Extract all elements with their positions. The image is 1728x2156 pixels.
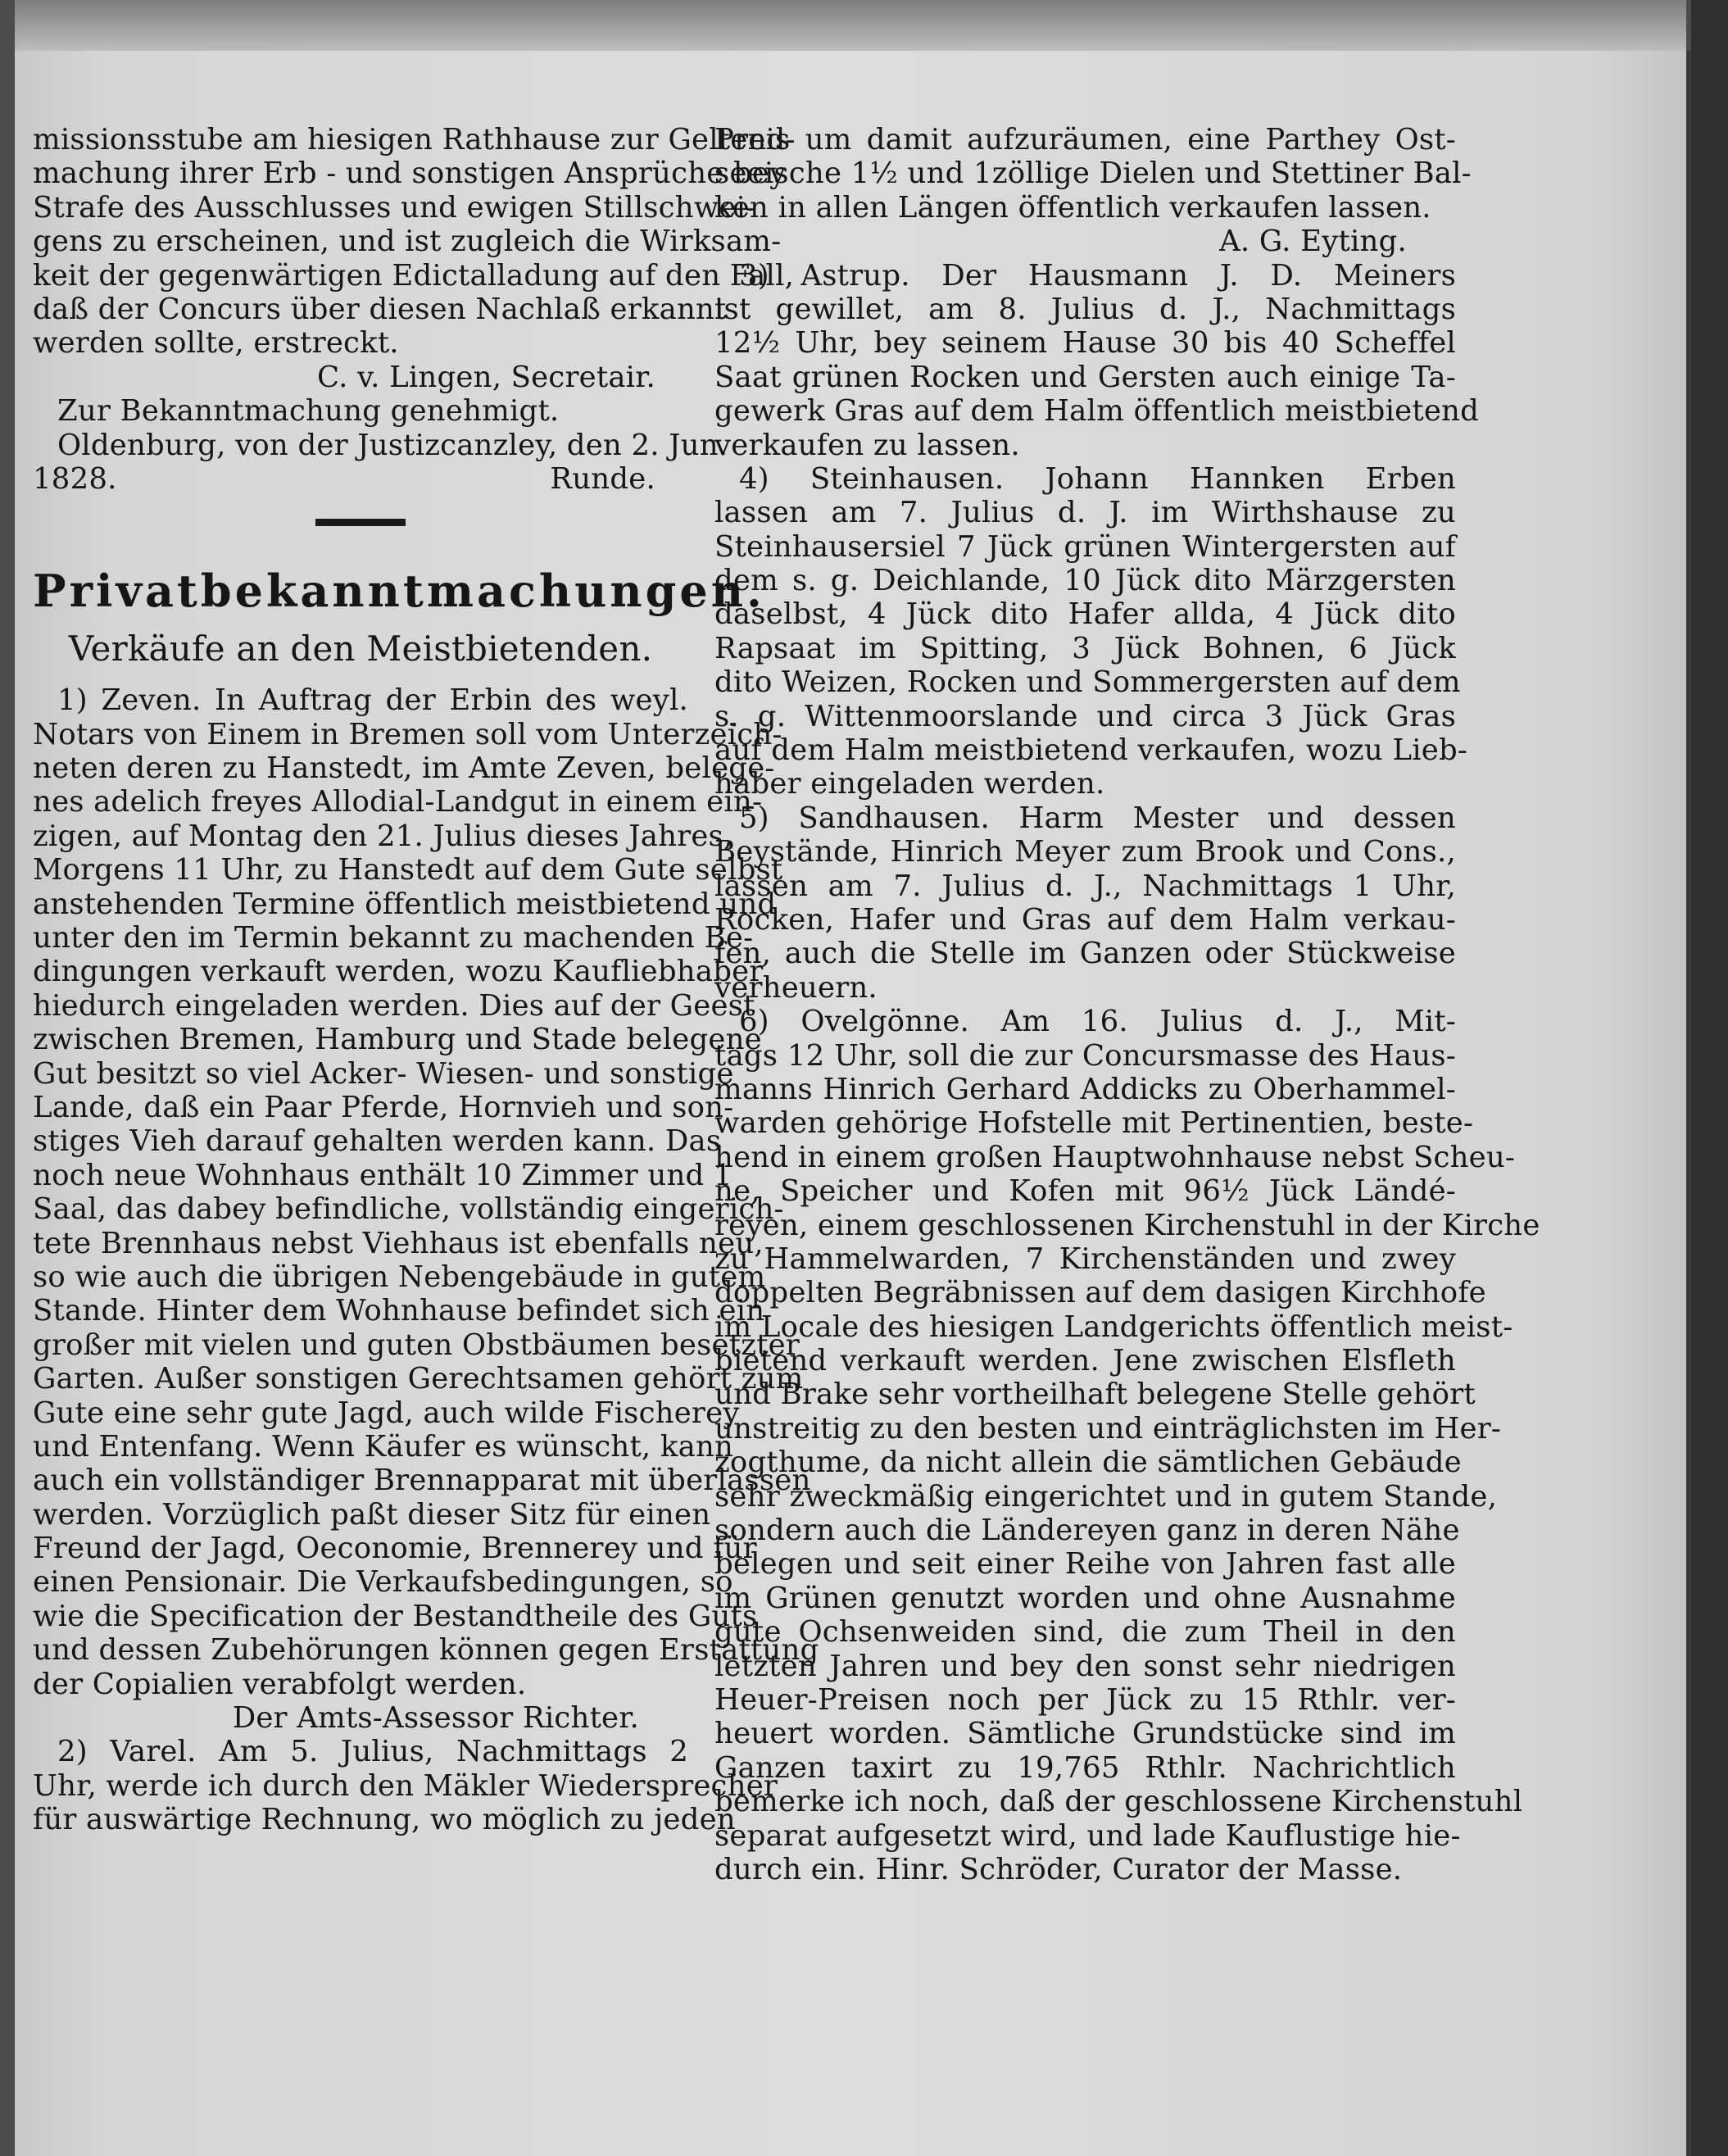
text-line: gute Ochsenweiden sind, die zum Theil in den <box>714 1615 1456 1650</box>
text-line: 1) Zeven. In Auftrag der Erbin des weyl. <box>57 683 688 718</box>
text-line: zu Hammelwarden, 7 Kirchenständen und zwey <box>714 1241 1456 1276</box>
text-line: Heuer-Preisen noch per Jück zu 15 Rthlr. ver- <box>714 1682 1456 1717</box>
text-line: Steinhausersiel 7 Jück grünen Wintergersten auf <box>714 529 1456 564</box>
signature-runde: Runde. <box>550 461 655 496</box>
page-top-shadow <box>15 0 1686 51</box>
text-line: im Grünen genutzt worden und ohne Ausnahme <box>714 1581 1456 1615</box>
text-line: 2) Varel. Am 5. Julius, Nachmittags 2 <box>57 1735 688 1769</box>
left-block-1 <box>33 123 796 361</box>
text-line: daselbst, 4 Jück dito Hafer allda, 4 Jück dito <box>714 597 1456 632</box>
text-line: der Copialien verabfolgt werden. <box>33 1667 527 1701</box>
text-line: werden sollte, erstreckt. <box>33 326 399 361</box>
text-line: reyen, einem geschlossenen Kirchenstuhl in der Kirche <box>714 1208 1540 1242</box>
text-line: haber eingeladen werden. <box>714 767 1105 801</box>
place-date-line: Oldenburg, von der Justizcanzley, den 2. Jun. <box>57 428 728 462</box>
text-line: einen Pensionair. Die Verkaufsbedingungen, so <box>33 1565 733 1600</box>
text-line: tags 12 Uhr, soll die zur Concursmasse des Haus- <box>714 1038 1456 1073</box>
text-line: wie die Specification der Bestandtheile des Guts <box>33 1599 758 1633</box>
text-line: daß der Concurs über diesen Nachlaß erkannt <box>33 292 727 326</box>
text-line: Preis um damit aufzuräumen, eine Parthey Ost- <box>714 123 1456 157</box>
text-line: dem s. g. Deichlande, 10 Jück dito Märzgersten <box>714 564 1456 598</box>
text-line: sehr zweckmäßig eingerichtet und in gutem Stande, <box>714 1479 1498 1514</box>
text-line: Uhr, werde ich durch den Mäkler Wiedersprecher <box>33 1768 778 1803</box>
text-line: Saat grünen Rocken und Gersten auch einige Ta- <box>714 360 1456 394</box>
text-line: Lande, daß ein Paar Pferde, Hornvieh und son- <box>33 1090 734 1124</box>
text-line: Morgens 11 Uhr, zu Hanstedt auf dem Gute selbst <box>33 853 783 887</box>
text-line: belegen und seit einer Reihe von Jahren fast alle <box>714 1547 1456 1582</box>
text-line: letzten Jahren und bey den sonst sehr niedrigen <box>714 1649 1456 1683</box>
text-line: gewerk Gras auf dem Halm öffentlich meistbietend <box>714 394 1480 429</box>
text-line: machung ihrer Erb - und sonstigen Ansprüche bey <box>33 157 787 191</box>
section-heading: Privatbekanntmachungen. <box>33 565 765 618</box>
left-block-3 <box>33 1735 778 1837</box>
text-line: anstehenden Termine öffentlich meistbietend und <box>33 887 777 921</box>
text-line: gens zu erscheinen, und ist zugleich die Wirksam- <box>33 225 782 259</box>
text-line: großer mit vielen und guten Obstbäumen besetzter <box>33 1328 800 1362</box>
text-line: ist gewillet, am 8. Julius d. J., Nachmittags <box>714 292 1456 326</box>
text-line: Rocken, Hafer und Gras auf dem Halm verkau- <box>714 902 1456 937</box>
text-line: fen, auch die Stelle im Ganzen oder Stückweise <box>714 937 1456 971</box>
signature-richter: Der Amts-Assessor Richter. <box>232 1701 639 1736</box>
year-signature-line <box>33 462 688 496</box>
text-line: dingungen verkauft werden, wozu Kaufliebhaber <box>33 955 764 989</box>
text-line: zigen, auf Montag den 21. Julius dieses Jahres, <box>33 819 733 853</box>
text-line: tete Brennhaus nebst Viehhaus ist ebenfalls neu, <box>33 1226 764 1260</box>
text-line: Stande. Hinter dem Wohnhause befindet sich ein <box>33 1294 765 1328</box>
text-line: 6) Ovelgönne. Am 16. Julius d. J., Mit- <box>739 1005 1456 1039</box>
text-line: Ganzen taxirt zu 19,765 Rthlr. Nachrichtlich <box>714 1750 1456 1785</box>
text-line: ne, Speicher und Kofen mit 96½ Jück Ländé- <box>714 1174 1456 1209</box>
text-line: Gut besitzt so viel Acker- Wiesen- und sonstige <box>33 1056 734 1091</box>
text-line: hend in einem großen Hauptwohnhause nebst Scheu- <box>714 1140 1516 1174</box>
text-line: und dessen Zubehörungen können gegen Erstattung <box>33 1633 819 1668</box>
right-column <box>714 123 1540 1886</box>
text-line: Gute eine sehr gute Jagd, auch wilde Fischerey <box>33 1396 740 1430</box>
text-line: auf dem Halm meistbietend verkaufen, wozu Lieb- <box>714 733 1468 768</box>
text-line: keit der gegenwärtigen Edictalladung auf den Fall, <box>33 258 795 293</box>
text-line: s. g. Wittenmoorslande und circa 3 Jück Gras <box>714 699 1456 733</box>
text-line: lassen am 7. Julius d. J., Nachmittags 1 Uhr, <box>714 869 1456 903</box>
year-text: 1828. <box>33 461 117 496</box>
text-line: separat aufgesetzt wird, und lade Kauflustige hie- <box>714 1818 1461 1853</box>
text-line: verheuern. <box>714 970 878 1005</box>
text-line: unter den im Termin bekannt zu machenden Be- <box>33 921 754 955</box>
text-line: verkaufen zu lassen. <box>714 428 1020 462</box>
right-block-5 <box>714 1005 1540 1886</box>
text-line: 4) Steinhausen. Johann Hannken Erben <box>739 461 1456 496</box>
section-divider <box>315 519 406 526</box>
text-line: auch ein vollständiger Brennapparat mit überlassen <box>33 1464 811 1498</box>
text-line: ken in allen Längen öffentlich verkaufen lassen. <box>714 190 1431 225</box>
text-line: und Entenfang. Wenn Käufer es wünscht, kann <box>33 1429 734 1464</box>
text-line: 5) Sandhausen. Harm Mester und dessen <box>739 801 1456 835</box>
text-line: Garten. Außer sonstigen Gerechtsamen gehört zum <box>33 1362 804 1396</box>
text-line: stiges Vieh darauf gehalten werden kann. Das <box>33 1124 722 1159</box>
text-line: bietend verkauft werden. Jene zwischen Elsfleth <box>714 1344 1456 1378</box>
text-line: seeische 1½ und 1zöllige Dielen und Stettiner Bal- <box>714 157 1472 191</box>
text-line: missionsstube am hiesigen Rathhause zur Geltend- <box>33 123 796 157</box>
text-line: Freund der Jagd, Oeconomie, Brennerey und für <box>33 1532 757 1566</box>
text-line: Saal, das dabey befindliche, vollständig eingerich- <box>33 1192 784 1227</box>
approval-line: Zur Bekanntmachung genehmigt. <box>57 394 560 429</box>
text-line: Strafe des Ausschlusses und ewigen Stillschwei- <box>33 190 756 225</box>
text-line: neten deren zu Hanstedt, im Amte Zeven, belege- <box>33 751 775 786</box>
text-line: so wie auch die übrigen Nebengebäude in gutem <box>33 1260 766 1294</box>
text-line: zogthume, da nicht allein die sämtlichen Gebäude <box>714 1446 1462 1480</box>
text-line: warden gehörige Hofstelle mit Pertinentien, beste- <box>714 1106 1474 1141</box>
signature-eyting: A. G. Eyting. <box>1219 225 1407 259</box>
signature-lingen: C. v. Lingen, Secretair. <box>317 360 655 394</box>
text-line: lassen am 7. Julius d. J. im Wirthshause zu <box>714 496 1456 530</box>
text-line: Rapsaat im Spitting, 3 Jück Bohnen, 6 Jück <box>714 631 1456 665</box>
text-line: Notars von Einem in Bremen soll vom Unterzeich- <box>33 717 782 751</box>
text-line: durch ein. Hinr. Schröder, Curator der Masse. <box>714 1852 1403 1886</box>
text-line: zwischen Bremen, Hamburg und Stade belegene <box>33 1023 762 1057</box>
right-block-2 <box>714 258 1480 462</box>
text-line: für auswärtige Rechnung, wo möglich zu jeden <box>33 1803 736 1837</box>
right-block-1 <box>714 123 1472 225</box>
text-line: 12½ Uhr, bey seinem Hause 30 bis 40 Scheffel <box>714 326 1456 361</box>
text-line: sondern auch die Ländereyen ganz in deren Nähe <box>714 1514 1460 1548</box>
text-line: manns Hinrich Gerhard Addicks zu Oberhammel- <box>714 1072 1456 1106</box>
page-right-edge <box>1691 0 1728 2156</box>
text-line: Beystände, Hinrich Meyer zum Brook und Cons., <box>714 835 1456 869</box>
right-block-4 <box>714 801 1456 1005</box>
section-subheading: Verkäufe an den Meistbietenden. <box>68 629 653 669</box>
text-line: hiedurch eingeladen werden. Dies auf der Geest <box>33 988 755 1023</box>
right-block-3 <box>714 461 1468 801</box>
text-line: unstreitig zu den besten und einträglichsten im Her- <box>714 1411 1502 1446</box>
text-line: im Locale des hiesigen Landgerichts öffentlich meist- <box>714 1309 1513 1344</box>
text-line: 3) Astrup. Der Hausmann J. D. Meiners <box>739 258 1456 293</box>
text-line: werden. Vorzüglich paßt dieser Sitz für einen <box>33 1497 711 1532</box>
text-line: noch neue Wohnhaus enthält 10 Zimmer und 1 <box>33 1158 732 1192</box>
text-line: dito Weizen, Rocken und Sommergersten auf dem <box>714 665 1461 700</box>
text-line: und Brake sehr vortheilhaft belegene Stelle gehört <box>714 1378 1476 1412</box>
text-line: doppelten Begräbnissen auf dem dasigen Kirchhofe <box>714 1276 1486 1310</box>
text-line: bemerke ich noch, daß der geschlossene Kirchenstuhl <box>714 1785 1523 1819</box>
text-line: heuert worden. Sämtliche Grundstücke sind im <box>714 1717 1456 1751</box>
text-line: nes adelich freyes Allodial-Landgut in einem ein- <box>33 785 763 819</box>
